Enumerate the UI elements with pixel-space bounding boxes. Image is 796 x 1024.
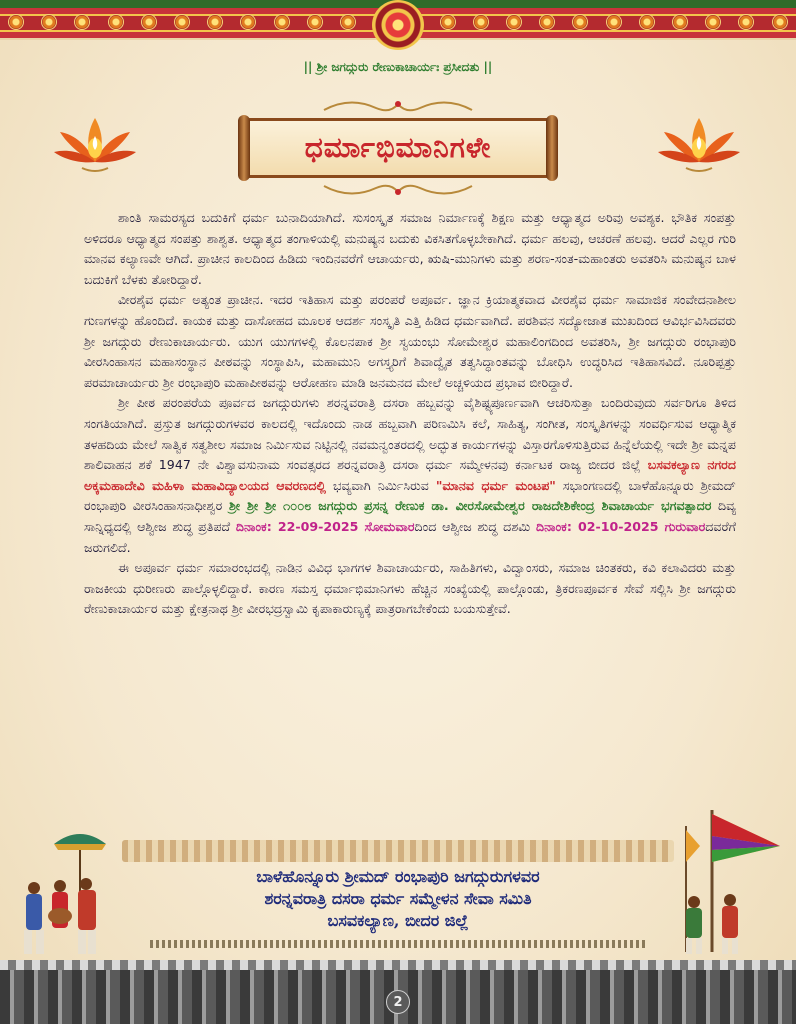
- organizer-line-2: ಶರನ್ನವರಾತ್ರಿ ದಸರಾ ಧರ್ಮ ಸಮ್ಮೇಳನ ಸೇವಾ ಸಮಿತಿ: [264, 889, 532, 908]
- venue-highlight: ಬಸವಕಲ್ಯಾಣ ನಗರದ ಅಕ್ಕಮಹಾದೇವಿ ಮಹಿಳಾ ಮಹಾವಿದ್ಯಾಲಯದ ಆವರಣದಲ್ಲಿ: [84, 457, 736, 493]
- bottom-flourish-icon: [320, 180, 476, 200]
- flag-bearer-illustration: [672, 806, 786, 958]
- paragraph-3-text-a: ಶ್ರೀ ಪೀಠ ಪರಂಪರೆಯ ಪೂರ್ವದ ಜಗದ್ಗುರುಗಳು ಶರನ್ನವರಾತ್ರಿ ದಸರಾ ಹಬ್ಬವನ್ನು ವೈಶಿಷ್ಟ್ಯಪೂರ್ಣವಾಗಿ ಆಚರಿಸುತ್ತಾ ಬಂದಿರುವುದು ಸರ್ವರಿಗೂ ತಿಳಿದ ಸಂಗತಿಯಾಗಿದೆ. ಪ್ರಸ್ತುತ ಜಗದ್ಗುರುಗಳವರ ಕಾಲದಲ್ಲಿ ಇದೊಂದು ನಾಡ ಹಬ್ಬವಾಗಿ ಪರಿಣಮಿಸಿ ಕಲೆ, ಸಾಹಿತ್ಯ, ಸಂಗೀತ, ಸಂಸ್ಕೃತಿಗಳನ್ನು ಸಂವರ್ಧಿಸುವ ಆಧ್ಯಾತ್ಮಿಕ ತಳಹದಿಯ ಮೇಲೆ ಸಾತ್ವಿಕ ಸತ್ವಶೀಲ ಸಮಾಜ ನಿರ್ಮಿಸುವ ನಿಟ್ಟಿನಲ್ಲಿ ನವಮನ್ವಂತರದಲ್ಲಿ ಅದ್ಭುತ ಕಾರ್ಯಗಳನ್ನು ವಿಸ್ತಾರಗೊಳಿಸುತ್ತಿರುವ ಹಿನ್ನೆಲೆಯಲ್ಲಿ ಇದೇ ಶ್ರೀ ಮನ್ನಪ ಶಾಲಿವಾಹನ ಶಕೆ 1947 ನೇ ವಿಶ್ವಾವಸುನಾಮ ಸಂವತ್ಸರದ ಶರನ್ನವರಾತ್ರಿ ದಸರಾ ಧರ್ಮ ಸಮ್ಮೇಳನವು ಕರ್ನಾಟಕ ರಾಜ್ಯ ಬೀದರ ಜಿಲ್ಲೆ: [84, 395, 736, 473]
- top-flourish-icon: [320, 96, 476, 116]
- organizer-block: [150, 866, 646, 932]
- letter-body: [84, 208, 736, 620]
- paragraph-3: [84, 393, 736, 558]
- organizer-line-3: ಬಸವಕಲ್ಯಾಣ, ಬೀದರ ಜಿಲ್ಲೆ: [327, 911, 469, 930]
- page-title: ಧರ್ಮಾಭಿಮಾನಿಗಳೇ: [304, 131, 492, 164]
- paragraph-3-text-f: ದವರೆಗೆ ಜರುಗಲಿದೆ.: [84, 518, 737, 555]
- paragraph-3-text-b: ಭವ್ಯವಾಗಿ ನಿರ್ಮಿಸಿರುವ: [325, 477, 436, 493]
- invocation-line: || ಶ್ರೀ ಜಗದ್ಗುರು ರೇಣುಕಾಚಾರ್ಯಃ ಪ್ರಸೀದತು ||: [303, 60, 493, 74]
- paragraph-1: ಶಾಂತಿ ಸಾಮರಸ್ಯದ ಬದುಕಿಗೆ ಧರ್ಮ ಬುನಾದಿಯಾಗಿದೆ. ಸುಸಂಸ್ಕೃತ ಸಮಾಜ ನಿರ್ಮಾಣಕ್ಕೆ ಶಿಕ್ಷಣ ಮತ್ತು ಆಧ್ಯಾತ್ಮದ ಅರಿವು ಅವಶ್ಯಕ. ಭೌತಿಕ ಸಂಪತ್ತು ಅಳಿದರೂ ಆಧ್ಯಾತ್ಮದ ಸಂಪತ್ತು ಶಾಶ್ವತ. ಆಧ್ಯಾತ್ಮದ ತಂಗಾಳಿಯಲ್ಲಿ ಮನುಷ್ಯನ ಬದುಕು ವಿಕಸಿತಗೊಳ್ಳಬೇಕಾಗಿದೆ. ಧರ್ಮ ಹಲವು, ಆಚರಣೆ ಹಲವು. ಆದರೆ ಎಲ್ಲರ ಗುರಿ ಮಾನವ ಕಲ್ಯಾಣವೇ ಆಗಿದೆ. ಪ್ರಾಚೀನ ಕಾಲದಿಂದ ಹಿಡಿದು ಇಂದಿನವರೆಗೆ ಆಚಾರ್ಯರು, ಋಷಿ-ಮುನಿಗಳು ಮತ್ತು ಶರಣ-ಸಂತ-ಮಹಾಂತರು ಅವತರಿಸಿ ಮನುಷ್ಯನ ಬಾಳ ಬದುಕಿಗೆ ಬೆಳಕು ತೋರಿದ್ದಾರೆ.: [84, 210, 736, 287]
- paragraph-4: ಈ ಅಪೂರ್ವ ಧರ್ಮ ಸಮಾರಂಭದಲ್ಲಿ ನಾಡಿನ ವಿವಿಧ ಭಾಗಗಳ ಶಿವಾಚಾರ್ಯರು, ಸಾಹಿತಿಗಳು, ವಿದ್ವಾಂಸರು, ಸಮಾಜ ಚಿಂತಕರು, ಕವಿ ಕಲಾವಿದರು ಮತ್ತು ರಾಜಕೀಯ ಧುರೀಣರು ಪಾಲ್ಗೊಳ್ಳಲಿದ್ದಾರೆ. ಕಾರಣ ಸಮಸ್ತ ಧರ್ಮಾಭಿಮಾನಿಗಳು ಹೆಚ್ಚಿನ ಸಂಖ್ಯೆಯಲ್ಲಿ ಪಾಲ್ಗೊಂಡು, ತ್ರಿಕರಣಪೂರ್ವಕ ಸೇವೆ ಸಲ್ಲಿಸಿ ಶ್ರೀ ಜಗದ್ಗುರು ರೇಣುಕಾಚಾರ್ಯರ ಮತ್ತು ಕ್ಷೇತ್ರನಾಥ ಶ್ರೀ ವೀರಭದ್ರಸ್ವಾಮಿ ಕೃಪಾಕಾರುಣ್ಯಕ್ಕೆ ಪಾತ್ರರಾಗಬೇಕೆಂದು ಬಯಸುತ್ತೇವೆ.: [84, 560, 736, 617]
- decorative-strip: [122, 840, 674, 862]
- paragraph-3-text-c: ಸಭಾಂಗಣದಲ್ಲಿ ಬಾಳೆಹೊನ್ನೂರು ಶ್ರೀಮದ್ ರಂಭಾಪುರಿ ವೀರಸಿಂಹಾಸನಾಧೀಶ್ವರ: [84, 477, 737, 514]
- paragraph-3-text-e: ದಿಂದ ಆಶ್ವೀಜ ಶುದ್ಧ ದಶಮಿ: [414, 518, 536, 534]
- drummers-illustration: [14, 826, 114, 958]
- page-number: 2: [386, 990, 410, 1014]
- hall-name-highlight: "ಮಾನವ ಧರ್ಮ ಮಂಟಪ": [435, 477, 556, 493]
- swamiji-name-highlight: ಶ್ರೀ ಶ್ರೀ ಶ್ರೀ ೧೦೦೮ ಜಗದ್ಗುರು ಪ್ರಸನ್ನ ರೇಣುಕ ಡಾ. ವೀರಸೋಮೇಶ್ವರ ರಾಜದೇಶಿಕೇಂದ್ರ ಶಿವಾಚಾರ್ಯ ಭಗವತ್ಪಾದರ: [228, 498, 712, 514]
- end-date-highlight: ದಿನಾಂಕ: 02-10-2025 ಗುರುವಾರ: [535, 518, 706, 534]
- organizer-line-1: ಬಾಳೆಹೊನ್ನೂರು ಶ್ರೀಮದ್ ರಂಭಾಪುರಿ ಜಗದ್ಗುರುಗಳವರ: [256, 867, 540, 886]
- title-scroll-banner: [246, 118, 550, 178]
- lotus-lamp-icon: [656, 112, 742, 186]
- start-date-highlight: ದಿನಾಂಕ: 22-09-2025 ಸೋಮವಾರ: [235, 518, 415, 534]
- footer-divider: [150, 940, 646, 948]
- top-medallion-icon: [372, 0, 424, 50]
- paragraph-2: ವೀರಶೈವ ಧರ್ಮ ಅತ್ಯಂತ ಪ್ರಾಚೀನ. ಇದರ ಇತಿಹಾಸ ಮತ್ತು ಪರಂಪರೆ ಅಪೂರ್ವ. ಜ್ಞಾನ ಕ್ರಿಯಾತ್ಮಕವಾದ ವೀರಶೈವ ಧರ್ಮ ಸಾಮಾಜಿಕ ಸಂವೇದನಾಶೀಲ ಗುಣಗಳನ್ನು ಹೊಂದಿದೆ. ಕಾಯಕ ಮತ್ತು ದಾಸೋಹದ ಮೂಲಕ ಆದರ್ಶ ಸಂಸ್ಕೃತಿ ಎತ್ತಿ ಹಿಡಿದ ಧರ್ಮವಾಗಿದೆ. ಪರಶಿವನ ಸದ್ಯೋಜಾತ ಮುಖದಿಂದ ಆವಿರ್ಭವಿಸಿದವರು ಶ್ರೀ ಜಗದ್ಗುರು ರೇಣುಕಾಚಾರ್ಯರು. ಯುಗ ಯುಗಗಳಲ್ಲಿ ಕೊಲನಪಾಕ ಶ್ರೀ ಸ್ವಯಂಭು ಸೋಮೇಶ್ವರ ಮಹಾಲಿಂಗದಿಂದ ಅವತರಿಸಿ, ಶ್ರೀ ಜಗದ್ಗುರು ರಂಭಾಪುರಿ ವೀರಸಿಂಹಾಸನ ಮಹಾಸಂಸ್ಥಾನ ಪೀಠವನ್ನು ಸಂಸ್ಥಾಪಿಸಿ, ಮಹಾಮುನಿ ಅಗಸ್ತ್ಯರಿಗೆ ಶಿವಾದ್ವೈತ ತತ್ವಸಿದ್ಧಾಂತವನ್ನು ಬೋಧಿಸಿ ಉದ್ಧರಿಸಿದ ಇತಿಹಾಸವಿದೆ. ನೂರಿಪ್ಪತ್ತು ಪರಮಾಚಾರ್ಯರು ಶ್ರೀ ರಂಭಾಪುರಿ ಮಹಾಪೀಠವನ್ನು ಆರೋಹಣ ಮಾಡಿ ಜನಮನದ ಮೇಲೆ ಅಚ್ಚಳಿಯದ ಪ್ರಭಾವ ಬೀರಿದ್ದಾರೆ.: [84, 292, 736, 390]
- paragraph-3-text-d: ದಿವ್ಯ ಸಾನ್ನಿಧ್ಯದಲ್ಲಿ ಆಶ್ವೀಜ ಶುದ್ಧ ಪ್ರತಿಪದೆ: [84, 498, 737, 534]
- lotus-lamp-icon: [52, 112, 138, 186]
